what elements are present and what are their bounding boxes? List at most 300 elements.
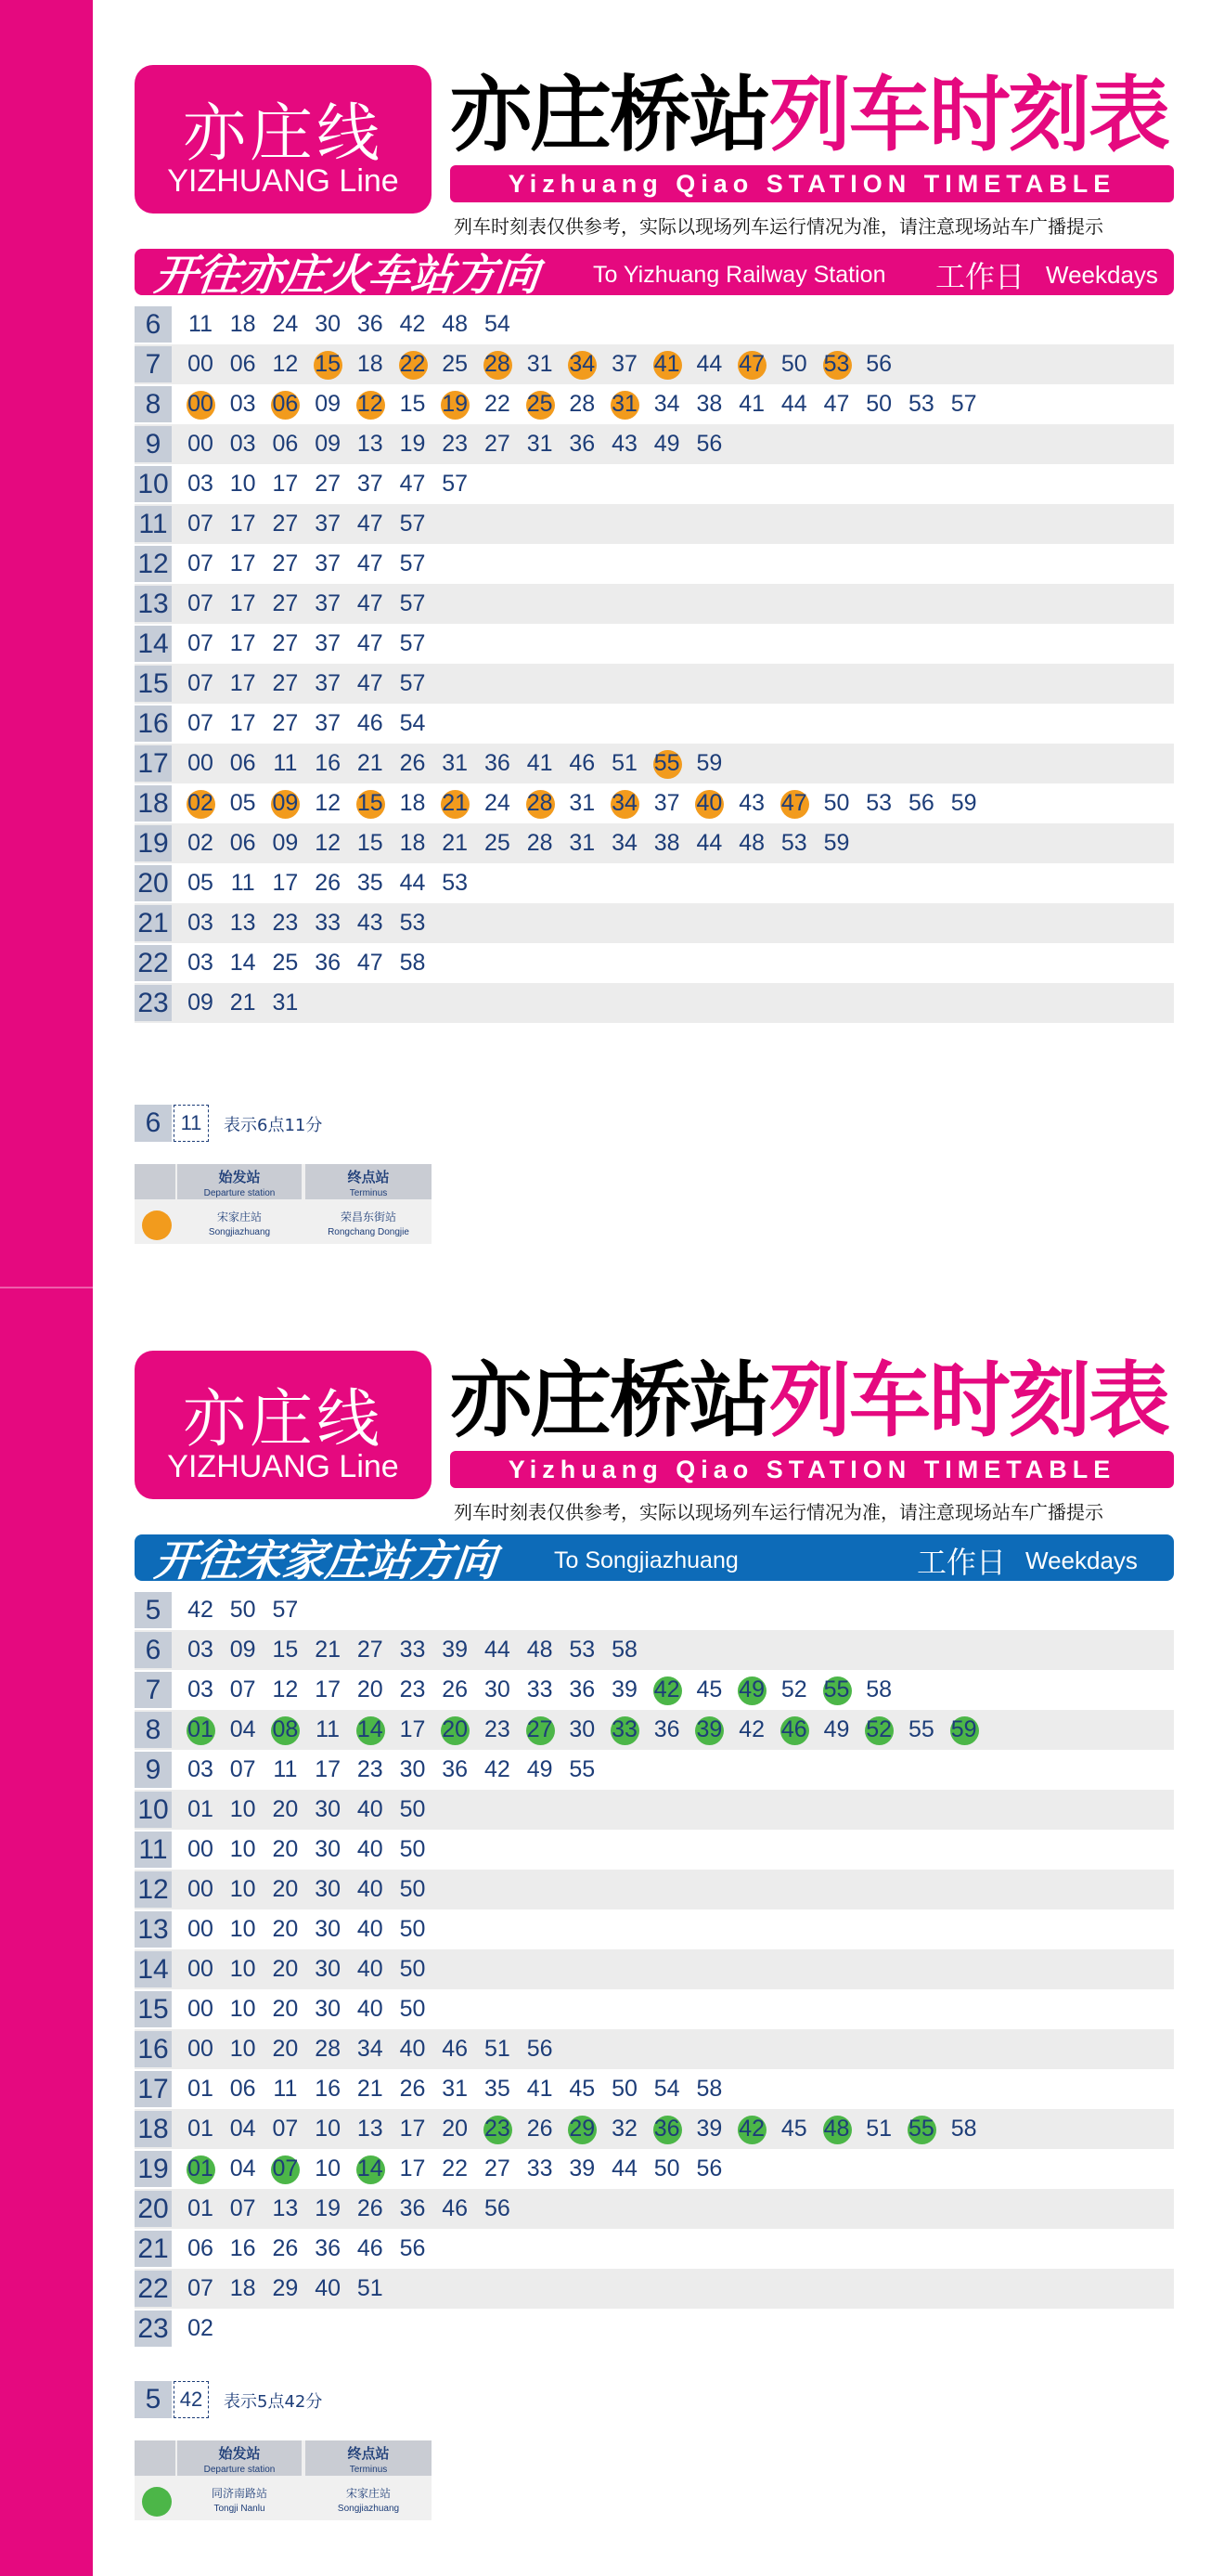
minute-cell: 43 (739, 790, 765, 816)
minute-cell: 36 (650, 2109, 685, 2149)
minute-cell: 20 (356, 1676, 383, 1702)
minute-cell: 31 (272, 990, 299, 1016)
table-row (135, 983, 1174, 1023)
minute-cell: 56 (908, 790, 934, 816)
minute-cell: 10 (229, 1796, 256, 1822)
table-row (135, 2309, 1174, 2349)
minute-cell: 27 (272, 590, 299, 616)
minute-cell: 57 (399, 550, 426, 576)
key-terminus-en: Songjiazhuang (337, 2504, 400, 2514)
minute-cell: 04 (229, 2116, 256, 2142)
section-divider (0, 1287, 93, 1288)
hour-cell: 14 (135, 626, 172, 662)
minute-cell: 42 (739, 1716, 765, 1742)
minute-cell: 03 (187, 471, 213, 497)
key-header-departure-en: Departure station (203, 1188, 276, 1198)
key-terminus-cn: 荣昌东街站 (340, 1210, 396, 1223)
minute-cell: 44 (399, 870, 426, 896)
minute-cell: 23 (480, 2109, 515, 2149)
minute-cell: 14 (353, 1710, 388, 1750)
table-row (135, 1949, 1174, 1989)
minute-cell: 46 (442, 2195, 469, 2221)
minute-cell: 05 (187, 870, 213, 896)
minute-cell: 13 (272, 2195, 299, 2221)
minute-cell: 53 (780, 830, 807, 856)
direction-cn: 开往亦庄火车站方向 (151, 250, 542, 300)
minute-cell: 37 (612, 351, 638, 377)
minute-cell: 40 (356, 1956, 383, 1982)
minute-cell: 23 (356, 1756, 383, 1782)
notice-text: 列车时刻表仅供参考，实际以现场列车运行情况为准，请注意现场站车广播提示 (454, 1501, 1103, 1523)
subtitle-banner: Yizhuang Qiao STATION TIMETABLE (450, 1451, 1174, 1488)
minute-cell: 58 (866, 1676, 893, 1702)
minute-cell: 30 (483, 1676, 510, 1702)
hour-cell: 19 (135, 825, 172, 861)
minute-cell: 18 (399, 830, 426, 856)
minute-cell: 33 (607, 1710, 642, 1750)
direction-bar (135, 249, 1174, 300)
key-terminus-en: Rongchang Dongjie (328, 1227, 409, 1237)
direction-cn: 开往宋家庄站方向 (151, 1535, 499, 1586)
hour-cell: 17 (135, 745, 172, 782)
hour-cell: 22 (135, 945, 172, 981)
minute-cell: 51 (356, 2275, 383, 2301)
key-header-terminus-en: Terminus (349, 1188, 388, 1198)
minute-cell: 48 (819, 2109, 855, 2149)
minute-cell: 27 (356, 1637, 383, 1663)
minute-cell: 30 (315, 1916, 341, 1942)
minute-cell: 56 (696, 2155, 723, 2181)
minute-cell: 17 (272, 471, 299, 497)
minute-cell: 57 (950, 391, 977, 417)
key-header-terminus-cn: 终点站 (347, 1169, 390, 1185)
minute-cell: 00 (187, 1956, 213, 1982)
minute-cell: 16 (229, 2235, 256, 2261)
minute-cell: 09 (315, 391, 341, 417)
minute-cell: 17 (229, 630, 256, 656)
minute-cell: 37 (315, 630, 341, 656)
table-row (135, 1710, 1174, 1750)
day-type-en: Weekdays (1025, 1547, 1138, 1574)
minute-cell: 01 (183, 1710, 218, 1750)
table-row (135, 744, 1174, 783)
minute-cell: 01 (187, 2195, 213, 2221)
minute-cell: 48 (739, 830, 765, 856)
minute-cell: 07 (229, 2195, 256, 2221)
minute-cell: 17 (229, 511, 256, 537)
minute-cell: 34 (564, 344, 599, 384)
minute-cell: 40 (356, 1916, 383, 1942)
minute-cell: 25 (522, 384, 558, 424)
hour-cell: 7 (135, 346, 172, 382)
table-row (135, 2109, 1174, 2149)
minute-cell: 27 (272, 550, 299, 576)
minute-cell: 30 (315, 1876, 341, 1902)
minute-cell: 10 (229, 1956, 256, 1982)
minute-cell: 52 (780, 1676, 807, 1702)
minute-cell: 33 (315, 910, 341, 936)
minute-cell: 04 (229, 1716, 256, 1742)
hour-cell: 22 (135, 2271, 172, 2307)
minute-cell: 50 (823, 790, 850, 816)
minute-cell: 36 (442, 1756, 469, 1782)
direction-en: To Songjiazhuang (554, 1547, 739, 1573)
key-terminus-cn: 宋家庄站 (345, 2487, 391, 2500)
minute-cell: 26 (526, 2116, 553, 2142)
minute-cell: 58 (950, 2116, 977, 2142)
table-row (135, 504, 1174, 544)
line-name-cn: 亦庄线 (182, 1383, 383, 1456)
hour-cell: 20 (135, 2191, 172, 2227)
minute-cell: 21 (229, 990, 256, 1016)
minute-cell: 31 (569, 830, 596, 856)
key-departure-cn: 宋家庄站 (216, 1210, 262, 1223)
hour-cell: 15 (135, 666, 172, 702)
minute-cell: 42 (483, 1756, 510, 1782)
minute-cell: 21 (315, 1637, 341, 1663)
hour-cell: 20 (135, 865, 172, 901)
minute-cell: 41 (526, 2076, 553, 2102)
table-row (135, 1630, 1174, 1670)
table-row (135, 2029, 1174, 2069)
minute-cell: 36 (483, 750, 510, 776)
minute-cell: 36 (569, 1676, 596, 1702)
minute-cell: 17 (315, 1756, 341, 1782)
minute-cell: 07 (187, 550, 213, 576)
minute-cell: 49 (526, 1756, 553, 1782)
minute-cell: 59 (947, 1710, 982, 1750)
minute-cell: 03 (187, 910, 213, 936)
timetable-rows (135, 1590, 1174, 2349)
minute-cell: 55 (569, 1756, 596, 1782)
minute-cell: 33 (526, 2155, 553, 2181)
minute-cell: 20 (442, 2116, 469, 2142)
minute-cell: 40 (356, 1796, 383, 1822)
table-row (135, 1790, 1174, 1830)
minute-cell: 27 (315, 471, 341, 497)
minute-cell: 33 (526, 1676, 553, 1702)
table-row (135, 1909, 1174, 1949)
minute-cell: 47 (356, 511, 383, 537)
minute-cell: 30 (399, 1756, 426, 1782)
minute-cell: 30 (315, 1796, 341, 1822)
minute-cell: 57 (442, 471, 469, 497)
minute-cell: 02 (183, 783, 218, 823)
minute-cell: 46 (442, 2036, 469, 2062)
minute-cell: 53 (569, 1637, 596, 1663)
minute-cell: 56 (696, 431, 723, 457)
subtitle-banner: Yizhuang Qiao STATION TIMETABLE (450, 165, 1174, 202)
table-row (135, 664, 1174, 704)
hour-cell: 12 (135, 1871, 172, 1908)
hour-cell: 10 (135, 466, 172, 502)
minute-cell: 49 (653, 431, 680, 457)
hour-cell: 23 (135, 2311, 172, 2347)
minute-cell: 44 (780, 391, 807, 417)
minute-cell: 47 (356, 670, 383, 696)
station-key-table (135, 1164, 432, 1244)
minute-cell: 26 (399, 2076, 426, 2102)
minute-cell: 06 (267, 384, 303, 424)
minute-cell: 47 (823, 391, 850, 417)
table-row (135, 1750, 1174, 1790)
minute-cell: 27 (272, 511, 299, 537)
minute-cell: 53 (908, 391, 934, 417)
minute-cell: 19 (399, 431, 426, 457)
minute-cell: 20 (272, 2036, 299, 2062)
minute-cell: 01 (187, 2076, 213, 2102)
minute-cell: 09 (229, 1637, 256, 1663)
key-departure (177, 2479, 302, 2518)
minute-cell: 00 (187, 1996, 213, 2022)
key-header-terminus-cn: 终点站 (347, 2445, 390, 2462)
minute-cell: 26 (315, 870, 341, 896)
minute-cell: 27 (272, 670, 299, 696)
table-row (135, 344, 1174, 384)
hour-cell: 16 (135, 705, 172, 742)
minute-cell: 00 (187, 351, 213, 377)
minute-cell: 27 (522, 1710, 558, 1750)
minute-cell: 11 (273, 2076, 298, 2102)
example-minute: 11 (174, 1105, 209, 1142)
minute-cell: 36 (356, 311, 383, 337)
minute-cell: 11 (273, 1756, 298, 1782)
minute-cell: 54 (483, 311, 510, 337)
minute-cell: 37 (315, 590, 341, 616)
minute-cell: 36 (315, 950, 341, 976)
minute-cell: 12 (272, 1676, 299, 1702)
minute-cell: 57 (399, 511, 426, 537)
minute-cell: 47 (356, 950, 383, 976)
minute-cell: 53 (399, 910, 426, 936)
key-header-departure-cn: 始发站 (218, 2445, 261, 2462)
minute-cell: 42 (399, 311, 426, 337)
minute-cell: 48 (526, 1637, 553, 1663)
minute-cell: 54 (653, 2076, 680, 2102)
minute-cell: 09 (187, 990, 213, 1016)
minute-cell: 37 (315, 710, 341, 736)
minute-cell: 44 (483, 1637, 510, 1663)
minute-cell: 41 (526, 750, 553, 776)
minute-cell: 34 (607, 783, 642, 823)
minute-cell: 30 (315, 1836, 341, 1862)
minute-cell: 02 (187, 830, 213, 856)
timetable-panel-2 (135, 1351, 1174, 2557)
minute-cell: 02 (187, 2315, 213, 2341)
minute-cell: 03 (187, 1676, 213, 1702)
minute-cell: 39 (442, 1637, 469, 1663)
minute-cell: 15 (353, 783, 388, 823)
minute-cell: 55 (819, 1670, 855, 1710)
minute-cell: 57 (272, 1597, 299, 1623)
hour-cell: 6 (135, 1632, 172, 1668)
minute-cell: 36 (315, 2235, 341, 2261)
minute-cell: 18 (229, 311, 256, 337)
minute-cell: 12 (272, 351, 299, 377)
minute-cell: 08 (267, 1710, 303, 1750)
minute-cell: 17 (399, 2116, 426, 2142)
direction-en: To Yizhuang Railway Station (593, 262, 886, 288)
hour-cell: 12 (135, 546, 172, 582)
minute-cell: 20 (272, 1996, 299, 2022)
minute-cell: 18 (399, 790, 426, 816)
minute-cell: 20 (272, 1876, 299, 1902)
table-row (135, 2189, 1174, 2229)
minute-cell: 00 (187, 1916, 213, 1942)
minute-cell: 39 (691, 1710, 727, 1750)
minute-cell: 52 (861, 1710, 896, 1750)
minute-cell: 47 (356, 590, 383, 616)
minute-cell: 45 (780, 2116, 807, 2142)
minute-cell: 50 (229, 1597, 256, 1623)
minute-cell: 03 (229, 431, 256, 457)
minute-cell: 28 (522, 783, 558, 823)
line-logo (135, 1351, 432, 1499)
example-explanation: 表示6点11分 (224, 1116, 323, 1135)
minute-cell: 16 (315, 750, 341, 776)
key-departure-en: Tongji Nanlu (213, 2504, 265, 2514)
minute-cell: 39 (612, 1676, 638, 1702)
minute-cell: 11 (316, 1716, 341, 1742)
hour-cell: 11 (135, 506, 172, 542)
timetable-rows (135, 304, 1174, 1023)
minute-cell: 40 (356, 1876, 383, 1902)
minute-cell: 36 (399, 2195, 426, 2221)
minute-cell: 41 (650, 344, 685, 384)
minute-cell: 46 (356, 2235, 383, 2261)
minute-cell: 07 (229, 1756, 256, 1782)
minute-cell: 23 (399, 1676, 426, 1702)
minute-cell: 27 (483, 2155, 510, 2181)
minute-cell: 30 (315, 311, 341, 337)
minute-cell: 36 (653, 1716, 680, 1742)
minute-cell: 40 (356, 1996, 383, 2022)
minute-cell: 21 (356, 750, 383, 776)
minute-cell: 00 (187, 1876, 213, 1902)
minute-cell: 37 (653, 790, 680, 816)
minute-cell: 22 (442, 2155, 469, 2181)
minute-cell: 24 (483, 790, 510, 816)
minute-cell: 26 (399, 750, 426, 776)
minute-cell: 29 (564, 2109, 599, 2149)
minute-cell: 24 (272, 311, 299, 337)
highlight-marker-green (142, 2487, 172, 2517)
minute-cell: 06 (272, 431, 299, 457)
minute-cell: 21 (442, 830, 469, 856)
minute-cell: 11 (273, 750, 298, 776)
minute-cell: 31 (569, 790, 596, 816)
minute-cell: 07 (229, 1676, 256, 1702)
minute-cell: 25 (483, 830, 510, 856)
station-key-table (135, 2440, 432, 2520)
table-row (135, 2069, 1174, 2109)
minute-cell: 37 (315, 511, 341, 537)
minute-cell: 42 (650, 1670, 685, 1710)
minute-cell: 12 (315, 830, 341, 856)
minute-cell: 25 (272, 950, 299, 976)
minute-cell: 55 (908, 1716, 934, 1742)
minute-cell: 58 (612, 1637, 638, 1663)
minute-cell: 06 (229, 2076, 256, 2102)
minute-cell: 13 (356, 431, 383, 457)
line-name-en: YIZHUANG Line (167, 163, 399, 199)
page-title (450, 69, 1168, 162)
key-departure-en: Songjiazhuang (208, 1227, 271, 1237)
minute-cell: 13 (229, 910, 256, 936)
minute-cell: 42 (734, 2109, 769, 2149)
key-departure-cn: 同济南路站 (211, 2487, 267, 2500)
minute-cell: 50 (399, 1996, 426, 2022)
minute-cell: 47 (777, 783, 812, 823)
minute-cell: 03 (187, 1637, 213, 1663)
minute-cell: 57 (399, 590, 426, 616)
minute-cell: 00 (187, 1836, 213, 1862)
minute-cell: 18 (229, 2275, 256, 2301)
minute-cell: 28 (526, 830, 553, 856)
minute-cell: 15 (399, 391, 426, 417)
minute-cell: 07 (267, 2149, 303, 2189)
minute-cell: 51 (612, 750, 638, 776)
minute-cell: 56 (483, 2195, 510, 2221)
example-hour: 6 (135, 1105, 172, 1142)
table-row (135, 304, 1174, 344)
notice-text: 列车时刻表仅供参考，实际以现场列车运行情况为准，请注意现场站车广播提示 (454, 215, 1103, 238)
day-type-en: Weekdays (1046, 261, 1158, 289)
minute-cell: 50 (399, 1796, 426, 1822)
key-terminus (305, 1203, 432, 1242)
minute-cell: 30 (315, 1956, 341, 1982)
minute-cell: 15 (356, 830, 383, 856)
minute-cell: 10 (229, 471, 256, 497)
minute-cell: 09 (267, 783, 303, 823)
minute-cell: 34 (653, 391, 680, 417)
example-explanation: 表示5点42分 (224, 2392, 323, 2412)
minute-cell: 55 (650, 744, 685, 783)
table-row (135, 1830, 1174, 1870)
minute-cell: 47 (399, 471, 426, 497)
minute-cell: 07 (187, 670, 213, 696)
minute-cell: 04 (229, 2155, 256, 2181)
minute-cell: 46 (356, 710, 383, 736)
minute-cell: 40 (315, 2275, 341, 2301)
key-header-departure (177, 1164, 302, 1199)
hour-cell: 19 (135, 2151, 172, 2187)
minute-cell: 57 (399, 670, 426, 696)
minute-cell: 11 (188, 311, 213, 337)
minute-cell: 57 (399, 630, 426, 656)
minute-cell: 50 (653, 2155, 680, 2181)
key-header-departure (177, 2440, 302, 2476)
minute-cell: 17 (229, 710, 256, 736)
minute-cell: 31 (442, 750, 469, 776)
minute-cell: 31 (442, 2076, 469, 2102)
line-logo (135, 65, 432, 214)
minute-cell: 51 (483, 2036, 510, 2062)
line-name-en: YIZHUANG Line (167, 1449, 399, 1484)
minute-cell: 49 (734, 1670, 769, 1710)
table-row (135, 544, 1174, 584)
hour-cell: 21 (135, 905, 172, 941)
table-row (135, 2229, 1174, 2269)
minute-cell: 50 (399, 1916, 426, 1942)
minute-cell: 43 (612, 431, 638, 457)
minute-cell: 16 (315, 2076, 341, 2102)
minute-cell: 30 (569, 1716, 596, 1742)
hour-cell: 6 (135, 306, 172, 343)
minute-cell: 00 (187, 2036, 213, 2062)
minute-cell: 26 (272, 2235, 299, 2261)
minute-cell: 18 (356, 351, 383, 377)
